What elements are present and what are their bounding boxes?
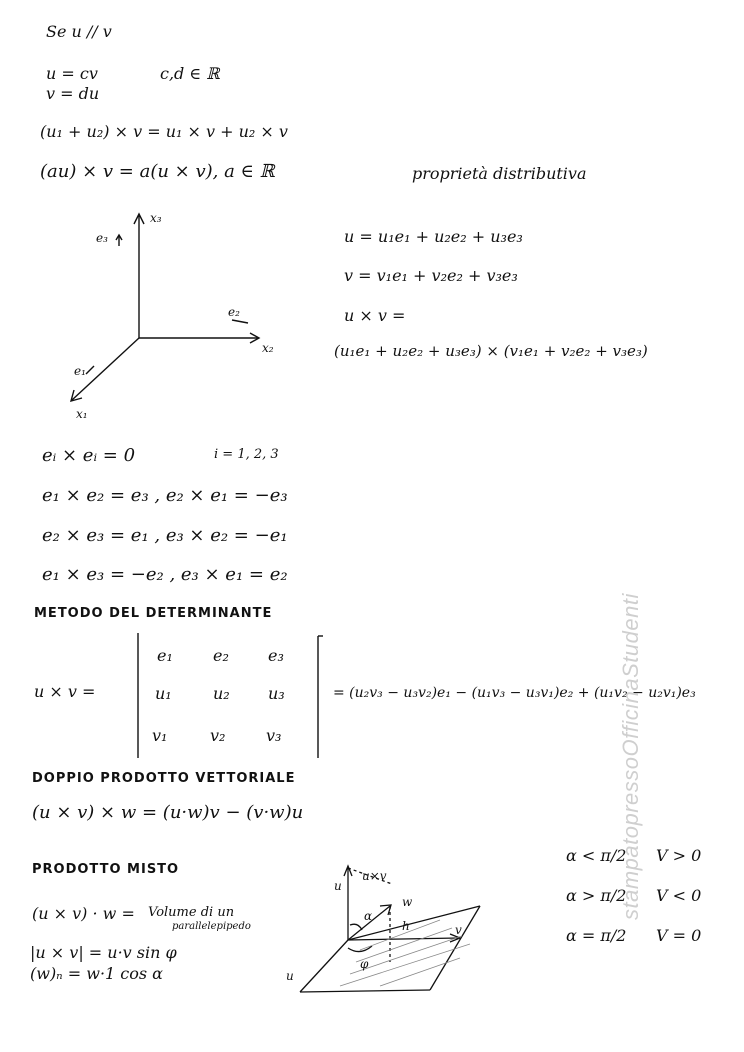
sketch-label-phi: φ: [360, 957, 369, 971]
label-volume: Volume di un: [148, 905, 235, 920]
det-cell-v3: v₃: [266, 726, 282, 745]
axis-label-e2: e₂: [228, 305, 240, 319]
line-u-cv: u = cv: [46, 64, 98, 83]
line-cd-real: c,d ∈ ℝ: [160, 64, 220, 83]
watermark: stampatopressoOfficinaStudenti: [618, 593, 643, 920]
label-parallelepiped: parallelepipedo: [172, 921, 251, 932]
det-cell-e2: e₂: [213, 646, 229, 665]
line-scalar-mult: (au) × v = a(u × v), a ∈ ℝ: [40, 161, 275, 182]
det-cell-v1: v₁: [152, 726, 168, 745]
cond-alpha-less: α < π/2: [566, 846, 627, 865]
sketch-label-u-arrow: u: [334, 879, 342, 893]
axis-label-e3: e₃: [96, 231, 108, 245]
line-e1-e2: e₁ × e₂ = e₃ , e₂ × e₁ = −e₃: [42, 485, 288, 506]
line-v-du: v = du: [46, 84, 100, 103]
sketch-label-v: v: [455, 923, 462, 937]
line-mixed-product: (u × v) · w =: [32, 904, 135, 923]
cond-volume-negative: V < 0: [656, 886, 702, 905]
axis-label-x1: x₁: [76, 407, 88, 421]
det-cell-e1: e₁: [157, 646, 173, 665]
axis-label-x2: x₂: [262, 341, 274, 355]
heading-double-product: DOPPIO PRODOTTO VETTORIALE: [32, 771, 296, 786]
line-w-component: (w)ₙ = w·1 cos α: [30, 964, 163, 983]
heading-determinant-method: METODO DEL DETERMINANTE: [34, 606, 273, 621]
line-u-components: u = u₁e₁ + u₂e₂ + u₃e₃: [344, 227, 523, 246]
axis-label-e1: e₁: [74, 364, 86, 378]
det-cell-u1: u₁: [155, 684, 172, 703]
line-e2-e3: e₂ × e₃ = e₁ , e₃ × e₂ = −e₁: [42, 525, 288, 546]
label-distributive-property: proprietà distributiva: [412, 164, 587, 183]
line-norm-cross: |u × v| = u·v sin φ: [30, 943, 177, 962]
cond-alpha-equal: α = π/2: [566, 926, 627, 945]
line-parallel: Se u // v: [46, 22, 112, 41]
line-cross-expansion: (u₁e₁ + u₂e₂ + u₃e₃) × (v₁e₁ + v₂e₂ + v₃e₃): [334, 342, 648, 360]
line-v-components: v = v₁e₁ + v₂e₂ + v₃e₃: [344, 266, 518, 285]
cond-volume-zero: V = 0: [656, 926, 702, 945]
line-index-range: i = 1, 2, 3: [214, 447, 279, 462]
det-cell-e3: e₃: [268, 646, 284, 665]
axis-label-x3: x₃: [150, 211, 162, 225]
cond-volume-positive: V > 0: [656, 846, 702, 865]
line-double-product: (u × v) × w = (u·w)v − (v·w)u: [32, 802, 304, 823]
line-det-result: = (u₂v₃ − u₃v₂)e₁ − (u₁v₃ − u₃v₁)e₂ + (u₁v₂ − u₂v₁)e₃: [333, 685, 696, 701]
line-distributive-sum: (u₁ + u₂) × v = u₁ × v + u₂ × v: [40, 122, 288, 141]
sketch-label-w: w: [402, 895, 413, 909]
sketch-label-h: h: [402, 919, 410, 933]
sketch-label-alpha: α: [364, 909, 373, 923]
det-cell-u3: u₃: [268, 684, 285, 703]
sketch-label-uxv: u×v: [362, 869, 387, 883]
heading-mixed-product: PRODOTTO MISTO: [32, 862, 180, 877]
det-cell-u2: u₂: [213, 684, 230, 703]
line-det-lhs: u × v =: [34, 682, 96, 701]
line-e1-e3: e₁ × e₃ = −e₂ , e₃ × e₁ = e₂: [42, 564, 288, 585]
det-cell-v2: v₂: [210, 726, 226, 745]
line-ei-cross-ei: eᵢ × eᵢ = 0: [42, 445, 136, 466]
cond-alpha-greater: α > π/2: [566, 886, 627, 905]
line-u-cross-v: u × v =: [344, 306, 406, 325]
sketch-label-u: u: [286, 969, 294, 983]
